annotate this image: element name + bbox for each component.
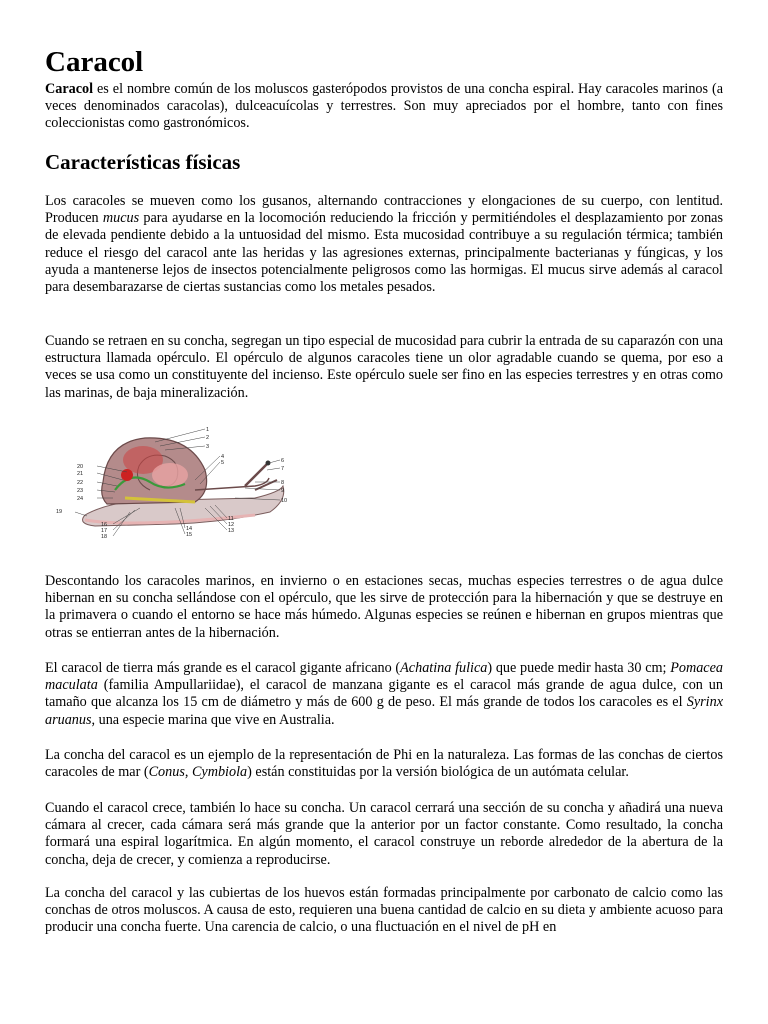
label-20: 20 bbox=[77, 464, 84, 470]
intro-term: Caracol bbox=[45, 81, 94, 97]
paragraph-largest-snails bbox=[45, 660, 723, 729]
page-title: Caracol bbox=[45, 46, 144, 78]
label-14: 14 bbox=[186, 526, 193, 532]
section-heading: Características físicas bbox=[45, 150, 241, 174]
genus-conus: Conus bbox=[148, 764, 185, 781]
organ-heart bbox=[121, 469, 133, 481]
intro-text: es el nombre común de los moluscos gasterópodos provistos de una concha espiral. Hay caracoles marinos (a veces denominados caracolas), dulceacuícolas y terrestres. Son muy apreciados por el hombre, tanto con fines coleccionistas como gastronómicos. bbox=[45, 81, 723, 132]
species-achatina-fulica: Achatina fulica bbox=[400, 660, 488, 676]
paragraph-hibernation: Descontando los caracoles marinos, en invierno o en estaciones secas, muchas especies terrestres o de agua dulce hibernan en su concha sellándose con el opérculo, que les sirve de protección para la hibernación y que se destruye en la primavera o cuando el entorno se hace más húmedo. Algunas especies se reúnen e hibernan en grupos mientras que otras se entierran antes de la hibernación. bbox=[45, 573, 723, 641]
label-2: 2 bbox=[206, 435, 210, 441]
paragraph-operculum: Cuando se retraen en su concha, segregan un tipo especial de mucosidad para cubrir la entrada de su caparazón con una estructura llamada opérculo. El opérculo de algunos caracoles tiene un olor agradable cuando se quema, por eso a veces se usa como un constituyente del incienso. Este opérculo suele ser fino en las especies terrestres y en otras como las marinas, de baja mineralización. bbox=[45, 333, 723, 401]
label-16: 16 bbox=[101, 522, 108, 528]
label-18: 18 bbox=[101, 534, 108, 540]
label-13: 13 bbox=[228, 528, 235, 534]
label-8: 8 bbox=[281, 480, 285, 486]
paragraph-movement bbox=[45, 193, 723, 296]
paragraph-text: Los caracoles se mueven como los gusanos, alternando contracciones y elongaciones de su cuerpo, con lentitud. Producen bbox=[45, 193, 723, 227]
label-24: 24 bbox=[77, 496, 84, 502]
paragraph-shell-growth: Cuando el caracol crece, también lo hace su concha. Un caracol cerrará una sección de su concha y añadirá una nueva cámara al crecer, cada cámara será más grande que la anterior por un factor constante. Como resultado, la concha formará una espiral logarítmica. En algún momento, el caracol construye un reborde alrededor de la abertura de la concha, deja de crecer, y comienza a reproducirse. bbox=[45, 800, 723, 868]
paragraph-calcium: La concha del caracol y las cubiertas de los huevos están formadas principalmente por carbonato de calcio como las conchas de otros moluscos. A causa de esto, requieren una buena cantidad de calcio en su dieta y ambiente acuoso para producir una concha fuerte. Una carencia de calcio, o una fluctuación en el nivel de pH en bbox=[45, 885, 723, 936]
paragraph-text: La concha del caracol es un ejemplo de la representación de Phi en la naturaleza. Las formas de las conchas de ciertos caracoles de mar ( bbox=[45, 747, 723, 781]
species-syrinx-aruanus: Syrinx aruanus bbox=[45, 694, 723, 728]
label-11: 11 bbox=[228, 516, 234, 522]
label-7: 7 bbox=[281, 466, 285, 472]
paragraph-text: , una especie marina que vive en Australia. bbox=[91, 711, 335, 728]
genus-cymbiola: Cymbiola bbox=[191, 764, 248, 781]
species-pomacea-maculata: Pomacea maculata bbox=[45, 660, 723, 694]
label-15: 15 bbox=[186, 532, 193, 538]
label-19: 19 bbox=[56, 509, 63, 515]
paragraph-phi bbox=[45, 747, 723, 781]
paragraph-text: , bbox=[184, 764, 192, 781]
paragraph-text: para ayudarse en la locomoción reduciendo la fricción y permitiéndoles el desplazamiento por zonas de elevada pendiente debido a la untuosidad del mismo. Esta mucosidad contribuye a su regulación térmica; también reduce el riesgo del caracol ante las heridas y las agresiones externas, principalmente bacterianas y fúngicas, y los ayuda a mantenerse lejos de insectos potencialmente peligrosos como las hormigas. El mucus sirve además al caracol para desembarazarse de ciertas sustancias como los metales pesados. bbox=[45, 210, 723, 296]
paragraph-text: ) que puede medir hasta 30 cm; bbox=[487, 660, 671, 676]
label-6: 6 bbox=[281, 458, 285, 464]
paragraph-text: El caracol de tierra más grande es el caracol gigante africano ( bbox=[45, 660, 401, 676]
intro-paragraph bbox=[45, 81, 723, 133]
label-22: 22 bbox=[77, 480, 84, 486]
label-1: 1 bbox=[206, 427, 210, 433]
organ-lung bbox=[152, 463, 188, 487]
snail-anatomy-diagram bbox=[55, 420, 295, 550]
label-4: 4 bbox=[221, 454, 225, 460]
label-9: 9 bbox=[281, 488, 285, 494]
label-17: 17 bbox=[101, 528, 108, 534]
paragraph-text: (familia Ampullariidae), el caracol de manzana gigante es el caracol más grande de agua dulce, con un tamaño que alcanza los 15 cm de diámetro y más de 600 g de peso. El más grande de todos los caracoles es el bbox=[45, 677, 723, 711]
label-23: 23 bbox=[77, 488, 84, 494]
paragraph-text: ) están constituidas por la versión biológica de un autómata celular. bbox=[247, 764, 629, 781]
label-10: 10 bbox=[281, 498, 288, 504]
italic-term-mucus: mucus bbox=[102, 210, 140, 227]
label-12: 12 bbox=[228, 522, 235, 528]
label-5: 5 bbox=[221, 460, 225, 466]
snail-anatomy-svg bbox=[55, 420, 295, 550]
label-21: 21 bbox=[77, 471, 84, 477]
label-3: 3 bbox=[206, 444, 210, 450]
